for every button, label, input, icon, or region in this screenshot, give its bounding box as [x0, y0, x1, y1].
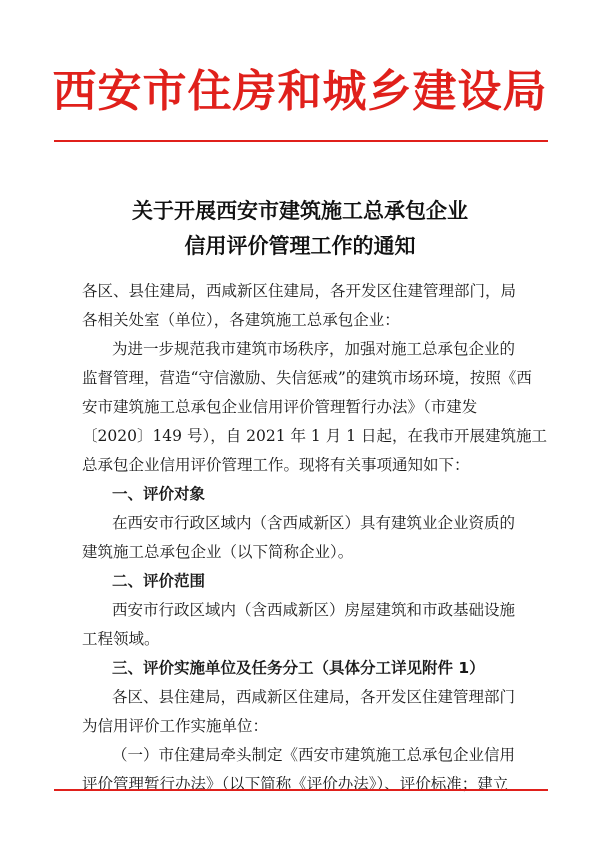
section-heading-1: 一、评价对象 — [112, 485, 206, 503]
section-heading-3: 三、评价实施单位及任务分工（具体分工详见附件 1） — [112, 659, 485, 677]
body-line-addressee-2: 各相关处室（单位），各建筑施工总承包企业： — [82, 311, 400, 329]
body-line-intro-1: 为进一步规范我市建筑市场秩序，加强对施工总承包企业的 — [112, 340, 516, 358]
document-title-line-2: 信用评价管理工作的通知 — [184, 234, 416, 258]
body-line-intro-5: 总承包企业信用评价管理工作。现将有关事项通知如下： — [82, 456, 470, 474]
body-line-intro-3: 安市建筑施工总承包企业信用评价管理暂行办法》（市建发 — [82, 398, 478, 416]
body-line-section3-4: 评价管理暂行办法》（以下简称《评价办法》）、评价标准；建立 — [82, 775, 509, 793]
body-line-section3-3: （一）市住建局牵头制定《西安市建筑施工总承包企业信用 — [112, 746, 516, 764]
body-line-addressee-1: 各区、县住建局，西咸新区住建局，各开发区住建管理部门，局 — [82, 282, 517, 300]
section-heading-2: 二、评价范围 — [112, 572, 206, 590]
body-line-intro-4: 〔2020〕149 号），自 2021 年 1 月 1 日起，在我市开展建筑施工 — [82, 427, 547, 445]
body-line-section3-1: 各区、县住建局，西咸新区住建局，各开发区住建管理部门 — [112, 688, 516, 706]
body-line-section1-2: 建筑施工总承包企业（以下简称企业）。 — [82, 543, 354, 561]
body-line-section1-1: 在西安市行政区域内（含西咸新区）具有建筑业企业资质的 — [112, 514, 516, 532]
document-title-line-1: 关于开展西安市建筑施工总承包企业 — [132, 199, 468, 223]
body-line-intro-2: 监督管理，营造“守信激励、失信惩戒”的建筑市场环境，按照《西 — [82, 369, 532, 387]
body-line-section3-2: 为信用评价工作实施单位： — [82, 717, 269, 735]
body-line-section2-1: 西安市行政区域内（含西咸新区）房屋建筑和市政基础设施 — [112, 601, 516, 619]
body-line-section2-2: 工程领域。 — [82, 630, 160, 648]
header-divider — [54, 140, 548, 142]
agency-masthead: 西安市住房和城乡建设局 — [52, 66, 548, 117]
document-title — [0, 194, 600, 264]
footer-divider — [54, 789, 548, 791]
